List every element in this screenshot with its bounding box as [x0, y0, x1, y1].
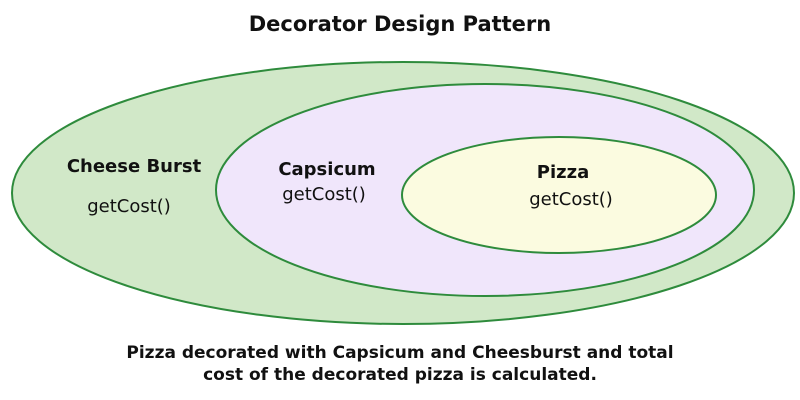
pizza-method: getCost() — [529, 189, 613, 210]
diagram-title: Decorator Design Pattern — [248, 12, 552, 36]
cheese-burst-label: Cheese Burst — [66, 156, 202, 177]
cheese-burst-method: getCost() — [87, 196, 171, 217]
caption-line-2: cost of the decorated pizza is calculated. — [203, 365, 597, 385]
pizza-label: Pizza — [536, 162, 590, 183]
caption-line-1: Pizza decorated with Capsicum and Cheesburst and total — [126, 343, 674, 363]
capsicum-method: getCost() — [282, 184, 366, 205]
capsicum-label: Capsicum — [278, 159, 376, 180]
diagram-caption — [0, 342, 800, 386]
